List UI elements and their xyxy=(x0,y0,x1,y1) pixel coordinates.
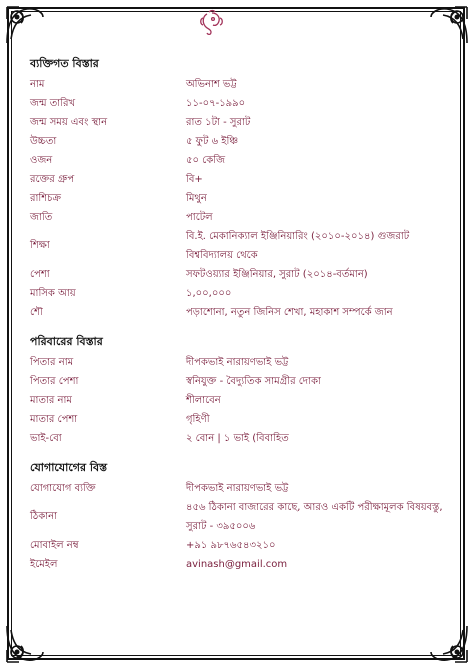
row-value: সফটওয়্যার ইঞ্জিনিয়ার, সুরাট (২০১৪-বর্তমান) xyxy=(186,269,368,280)
row-value: বি+ xyxy=(186,174,203,185)
section-title-contact: যোগাযোগের বিস্ত xyxy=(30,461,108,474)
row-label: মাতার পেশা xyxy=(30,414,78,425)
row-label: শিক্ষা xyxy=(30,240,50,251)
row-label: নাম xyxy=(30,79,45,90)
row-label: যোগাযোগ ব্যক্তি xyxy=(30,483,96,494)
detail-row xyxy=(30,284,450,302)
row-value: স্বনিযুক্ত - বৈদ্যুতিক সামগ্রীর দোকা xyxy=(186,376,321,387)
row-label: মাতার নাম xyxy=(30,395,72,406)
detail-row xyxy=(30,170,450,188)
detail-row xyxy=(30,227,450,265)
row-label: শৌ xyxy=(30,307,43,318)
row-label: রাশিচক্র xyxy=(30,193,61,204)
row-value: +৯১ ৯৮৭৬৫৪৩২১০ xyxy=(186,540,276,551)
row-value: ৫ ফুট ৬ ইঞ্চি xyxy=(186,136,239,147)
detail-row xyxy=(30,113,450,131)
detail-row xyxy=(30,94,450,112)
row-value: শীলাবেন xyxy=(186,395,221,406)
row-value: দীপকভাই নারায়ণভাই ভট্ট xyxy=(186,357,289,368)
row-label: ওজন xyxy=(30,155,53,166)
row-label: রক্তের গ্রুপ xyxy=(30,174,75,185)
row-label: জাতি xyxy=(30,212,53,223)
detail-row xyxy=(30,391,450,409)
row-label: পিতার পেশা xyxy=(30,376,79,387)
detail-row xyxy=(30,479,450,497)
section-title-personal: ব্যক্তিগত বিস্তার xyxy=(30,57,99,70)
detail-row xyxy=(30,132,450,150)
detail-row xyxy=(30,189,450,207)
row-value: ১,০০,০০০ xyxy=(186,288,232,299)
email-value[interactable]: avinash@gmail.com xyxy=(186,559,288,570)
row-label: উচ্চতা xyxy=(30,136,57,147)
detail-row xyxy=(30,303,450,321)
detail-row xyxy=(30,75,450,93)
row-value: ৫০ কেজি xyxy=(186,155,226,166)
row-value: দীপকভাই নারায়ণভাই ভট্ট xyxy=(186,483,289,494)
row-value: ২ বোন | ১ ভাই (বিবাহিত xyxy=(186,433,289,444)
row-label: পেশা xyxy=(30,269,50,280)
ornamental-corner-icon xyxy=(3,3,47,47)
row-label: জন্ম তারিখ xyxy=(30,98,76,109)
detail-row xyxy=(30,555,450,573)
row-value: রাত ১টা - সুরাট xyxy=(186,117,251,128)
detail-row xyxy=(30,372,450,390)
row-value: ১১-০৭-১৯৯০ xyxy=(186,98,246,109)
detail-row xyxy=(30,208,450,226)
row-label: ইমেইল xyxy=(30,559,58,570)
section-title-family: পরিবারের বিস্তার xyxy=(30,335,103,348)
row-value: পাটেল xyxy=(186,212,213,223)
row-value: বি.ই. মেকানিক্যাল ইঞ্জিনিয়ারিং (২০১০-২০১৪) গুজরাট বিশ্ববিদ্যালয় থেকে xyxy=(186,231,410,261)
detail-row xyxy=(30,498,450,536)
detail-row xyxy=(30,151,450,169)
detail-row xyxy=(30,410,450,428)
row-label: ভাই-বো xyxy=(30,433,62,444)
detail-row xyxy=(30,536,450,554)
ornamental-corner-icon xyxy=(427,622,471,666)
detail-row xyxy=(30,429,450,447)
detail-row xyxy=(30,353,450,371)
ornamental-corner-icon xyxy=(3,622,47,666)
ganesha-emblem-icon xyxy=(197,8,227,38)
row-value: পড়াশোনা, নতুন জিনিস শেখা, মহাকাশ সম্পর্কে জান xyxy=(186,307,393,318)
row-label: জন্ম সময় এবং স্থান xyxy=(30,117,108,128)
ornamental-corner-icon xyxy=(427,3,471,47)
row-label: মোবাইল নম্ব xyxy=(30,540,79,551)
row-value: অভিনাশ ভট্ট xyxy=(186,79,237,90)
row-label: ঠিকানা xyxy=(30,511,57,522)
detail-row xyxy=(30,265,450,283)
row-label: মাসিক আয় xyxy=(30,288,76,299)
row-value: মিথুন xyxy=(186,193,207,204)
row-value: গৃহিণী xyxy=(186,414,210,425)
row-label: পিতার নাম xyxy=(30,357,74,368)
row-value: ৪৫৬ ঠিকানা বাজারের কাছে, আরও একটি পরীক্ষামূলক বিষয়বস্তু, সুরাট - ৩৯৫০০৬ xyxy=(186,502,443,532)
